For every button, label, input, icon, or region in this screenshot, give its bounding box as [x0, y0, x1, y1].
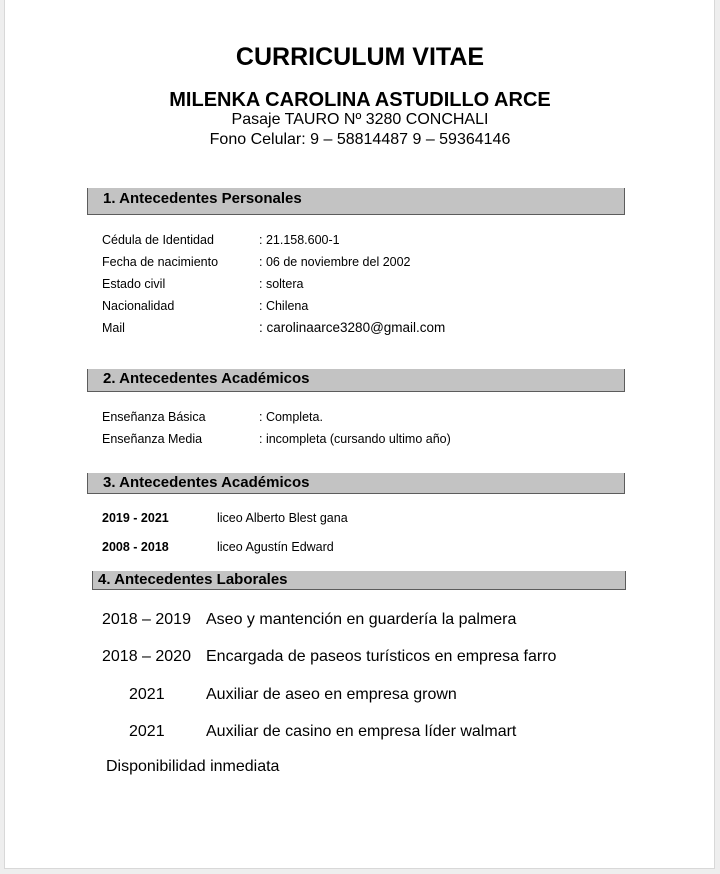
personal-label: Fecha de nacimiento — [102, 255, 219, 269]
school-years: 2008 - 2018 — [102, 540, 169, 554]
work-description: Auxiliar de aseo en empresa grown — [206, 686, 457, 703]
personal-email-value: : carolinaarce3280@gmail.com — [259, 320, 446, 335]
section-academic-title: 2. Antecedentes Académicos — [103, 370, 310, 387]
personal-value: : soltera — [259, 277, 304, 291]
work-years: 2021 — [129, 686, 165, 703]
section-personal-title: 1. Antecedentes Personales — [103, 190, 302, 207]
work-description: Encargada de paseos turísticos en empresa farro — [206, 648, 557, 665]
school-name: liceo Alberto Blest gana — [217, 511, 348, 525]
document-title: CURRICULUM VITAE — [235, 43, 485, 71]
work-description: Auxiliar de casino en empresa líder walmart — [206, 723, 517, 740]
work-years: 2018 – 2020 — [102, 648, 191, 665]
availability-note: Disponibilidad inmediata — [106, 758, 280, 775]
school-years: 2019 - 2021 — [102, 511, 169, 525]
personal-label: Estado civil — [102, 277, 166, 291]
personal-value: : 06 de noviembre del 2002 — [259, 255, 411, 269]
academic-label: Enseñanza Media — [102, 432, 203, 446]
candidate-name: MILENKA CAROLINA ASTUDILLO ARCE — [169, 89, 551, 111]
academic-label: Enseñanza Básica — [102, 410, 206, 424]
personal-value: : Chilena — [259, 299, 309, 313]
school-name: liceo Agustín Edward — [217, 540, 334, 554]
work-years: 2021 — [129, 723, 165, 740]
section-schools-heading — [87, 473, 625, 494]
candidate-address: Pasaje TAURO Nº 3280 CONCHALI — [231, 111, 489, 128]
personal-label: Cédula de Identidad — [102, 233, 214, 247]
personal-label: Mail — [102, 321, 125, 335]
academic-value: : incompleta (cursando ultimo año) — [259, 432, 451, 446]
personal-value: : 21.158.600-1 — [259, 233, 340, 247]
section-work-heading — [92, 571, 626, 590]
section-personal-heading — [87, 188, 625, 215]
work-years: 2018 – 2019 — [102, 611, 191, 628]
section-schools-title: 3. Antecedentes Académicos — [103, 474, 310, 491]
academic-value: : Completa. — [259, 410, 323, 424]
work-description: Aseo y mantención en guardería la palmera — [206, 611, 517, 628]
candidate-phone: Fono Celular: 9 – 58814487 9 – 59364146 — [209, 131, 511, 148]
section-work-title: 4. Antecedentes Laborales — [98, 571, 288, 588]
section-academic-heading — [87, 369, 625, 392]
personal-label: Nacionalidad — [102, 299, 175, 313]
